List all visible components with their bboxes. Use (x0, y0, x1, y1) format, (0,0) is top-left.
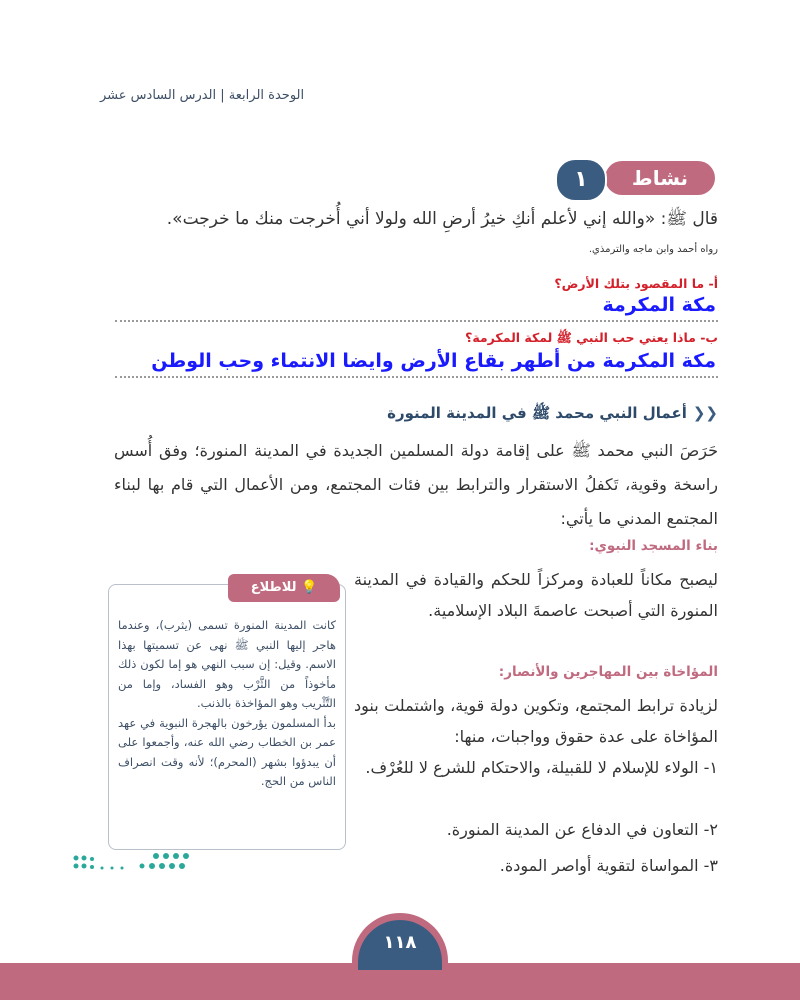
unit-label: الوحدة الرابعة (228, 88, 305, 103)
vision-logo-dots (72, 850, 192, 872)
lesson-label: الدرس السادس عشر (100, 88, 217, 103)
info-box-text (118, 616, 336, 792)
section-title-text: أعمال النبي محمد ﷺ في المدينة المنورة (387, 404, 687, 422)
intro-paragraph: حَرَصَ النبي محمد ﷺ على إقامة دولة المسلمين الجديدة في المدينة المنورة؛ وفق أُسس راسخة وقوية، تَكفلُ الاستقرار والترابط بين فئات المجتمع، ومن الأعمال التي قام بها لبناء المجتمع المدني ما يأتي: (114, 441, 718, 528)
list-item: ١- الولاء للإسلام لا للقبيلة، والاحتكام للشرع لا للعُرْف. (365, 758, 718, 777)
brotherhood-subtitle: المؤاخاة بين المهاجرين والأنصار: (498, 664, 718, 680)
hadith-text: قال ﷺ: «والله إني لأعلم أنكِ خيرُ أرضِ الله ولولا أني أُخرجت منك ما خرجت». (166, 209, 718, 229)
mosque-paragraph: ليصبح مكاناً للعبادة ومركزاً للحكم والقيادة في المدينة المنورة التي أصبحت عاصمةَ البلاد الإسلامية. (354, 570, 718, 620)
answer-a[interactable]: مكة المكرمة (602, 294, 716, 316)
page-header (100, 88, 340, 103)
info-paragraph: كانت المدينة المنورة تسمى (يثرب)، وعندما هاجر إليها النبي ﷺ نهى عن تسميتها بهذا الاسم. وقيل: إن سبب النهي هو إما لكون ذلك مأخوذاً من الثَّرْب وهو الفساد، وإما من التَّثْريب وهو المؤاخذة بالذنب. (118, 618, 336, 710)
question-b: ب- ماذا يعني حب النبي ﷺ لمكة المكرمة؟ (465, 330, 718, 345)
question-a: أ- ما المقصود بتلك الأرض؟ (554, 276, 718, 291)
brotherhood-paragraph: لزيادة ترابط المجتمع، وتكوين دولة قوية، واشتملت بنود المؤاخاة على عدة حقوق وواجبات، منها: (354, 696, 718, 746)
answer-b[interactable]: مكة المكرمة من أطهر بقاع الأرض وايضا الانتماء وحب الوطن (151, 350, 716, 372)
activity-number: ١ (555, 158, 607, 202)
page-number: ١١٨ (358, 920, 442, 970)
mosque-subtitle: بناء المسجد النبوي: (589, 538, 718, 554)
chevron-left-icon: ❮❮ (692, 404, 718, 422)
info-box-label: للاطلاع (250, 580, 297, 595)
section-title (387, 404, 718, 426)
header-separator: | (220, 88, 225, 103)
info-paragraph: بدأ المسلمون يؤرخون بالهجرة النبوية في عهد عمر بن الخطاب رضي الله عنه، وأجمعوا على أن يبدؤوا بشهر (المحرم)؛ لأنه وقت انصراف الناس من الحج. (118, 715, 336, 788)
activity-label: نشاط (605, 161, 715, 195)
info-box-badge (228, 574, 340, 602)
hadith-narration: رواه أحمد وابن ماجه والترمذي. (588, 244, 718, 255)
activity-badge (555, 158, 715, 198)
list-item: ٣- المواساة لتقوية أواصر المودة. (499, 856, 718, 875)
lightbulb-icon: 💡 (301, 580, 318, 595)
list-item: ٢- التعاون في الدفاع عن المدينة المنورة. (446, 820, 718, 839)
